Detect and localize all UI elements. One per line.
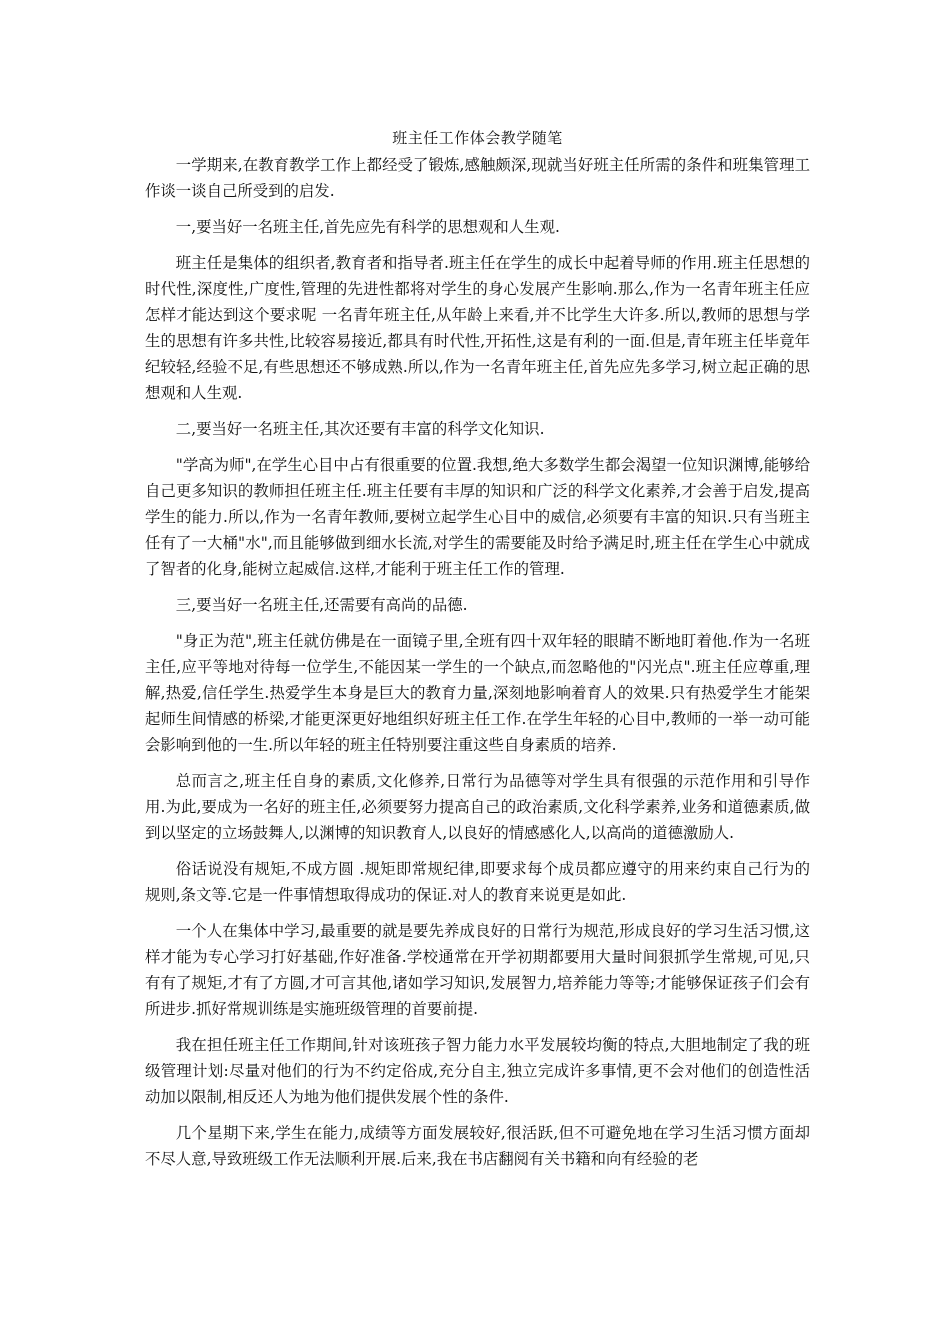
paragraph-heading-3: 三,要当好一名班主任,还需要有高尚的品德. bbox=[175, 596, 468, 614]
paragraph-body: 我在担任班主任工作期间,针对该班孩子智力能力水平发展较均衡的特点,大胆地制定了我的班级管理计划:尽量对他们的行为不约定俗成,充分自主,独立完成许多事情,更不会对他们的创造性活动加以限制,相反还人为地为他们提供发展个性的条件. bbox=[145, 1036, 810, 1106]
paragraph-body: 班主任是集体的组织者,教育者和指导者.班主任在学生的成长中起着导师的作用.班主任思想的时代性,深度性,广度性,管理的先进性都将对学生的身心发展产生影响.那么,作为一名青年班主任应怎样才能达到这个要求呢 一名青年班主任,从年龄上来看,并不比学生大许多.所以,教师的思想与学生的思想有许多共性,比较容易接近,都具有时代性,开拓性,这是有利的一面.但是,青年班主任毕竟年纪较轻,经验不足,有些思想还不够成熟.所以,作为一名青年班主任,首先应先多学习,树立起正确的思想观和人生观. bbox=[145, 254, 810, 402]
paragraph-heading-2: 二,要当好一名班主任,其次还要有丰富的科学文化知识. bbox=[175, 420, 545, 438]
paragraph-body: 俗话说没有规矩,不成方圆 .规矩即常规纪律,即要求每个成员都应遵守的用来约束自己行为的规则,条文等.它是一件事情想取得成功的保证.对人的教育来说更是如此. bbox=[145, 860, 810, 904]
paragraph-intro: 一学期来,在教育教学工作上都经受了锻炼,感触颇深,现就当好班主任所需的条件和班集管理工作谈一谈自己所受到的启发. bbox=[145, 156, 810, 200]
paragraph-body: 几个星期下来,学生在能力,成绩等方面发展较好,很活跃,但不可避免地在学习生活习惯方面却不尽人意,导致班级工作无法顺利开展.后来,我在书店翻阅有关书籍和向有经验的老 bbox=[145, 1124, 810, 1168]
paragraph-body: "学高为师",在学生心目中占有很重要的位置.我想,绝大多数学生都会渴望一位知识渊博,能够给自己更多知识的教师担任班主任.班主任要有丰厚的知识和广泛的科学文化素养,才会善于启发,提高学生的能力.所以,作为一名青年教师,要树立起学生心目中的威信,必须要有丰富的知识.只有当班主任有了一大桶"水",而且能够做到细水长流,对学生的需要能及时给予满足时,班主任在学生心中就成了智者的化身,能树立起威信.这样,才能利于班主任工作的管理. bbox=[145, 456, 810, 578]
paragraph-body: "身正为范",班主任就仿佛是在一面镜子里,全班有四十双年轻的眼睛不断地盯着他.作为一名班主任,应平等地对待每一位学生,不能因某一学生的一个缺点,而忽略他的"闪光点".班主任应尊重,理解,热爱,信任学生.热爱学生本身是巨大的教育力量,深刻地影响着育人的效果.只有热爱学生才能架起师生间情感的桥梁,才能更深更好地组织好班主任工作.在学生年轻的心目中,教师的一举一动可能会影响到他的一生.所以年轻的班主任特别要注重这些自身素质的培养. bbox=[145, 632, 810, 754]
paragraph-heading-1: 一,要当好一名班主任,首先应先有科学的思想观和人生观. bbox=[175, 218, 560, 236]
paragraph-body: 一个人在集体中学习,最重要的就是要先养成良好的日常行为规范,形成良好的学习生活习惯,这样才能为专心学习打好基础,作好准备.学校通常在开学初期都要用大量时间狠抓学生常规,可见,只有有了规矩,才有了方圆,才可言其他,诸如学习知识,发展智力,培养能力等等;才能够保证孩子们会有所进步.抓好常规训练是实施班级管理的首要前提. bbox=[145, 922, 810, 1018]
paragraph-summary: 总而言之,班主任自身的素质,文化修养,日常行为品德等对学生具有很强的示范作用和引导作用.为此,要成为一名好的班主任,必须要努力提高自己的政治素质,文化科学素养,业务和道德素质,做到以坚定的立场鼓舞人,以渊博的知识教育人,以良好的情感感化人,以高尚的道德激励人. bbox=[145, 772, 810, 842]
document-page bbox=[145, 128, 810, 1182]
document-title: 班主任工作体会教学随笔 bbox=[392, 129, 563, 147]
